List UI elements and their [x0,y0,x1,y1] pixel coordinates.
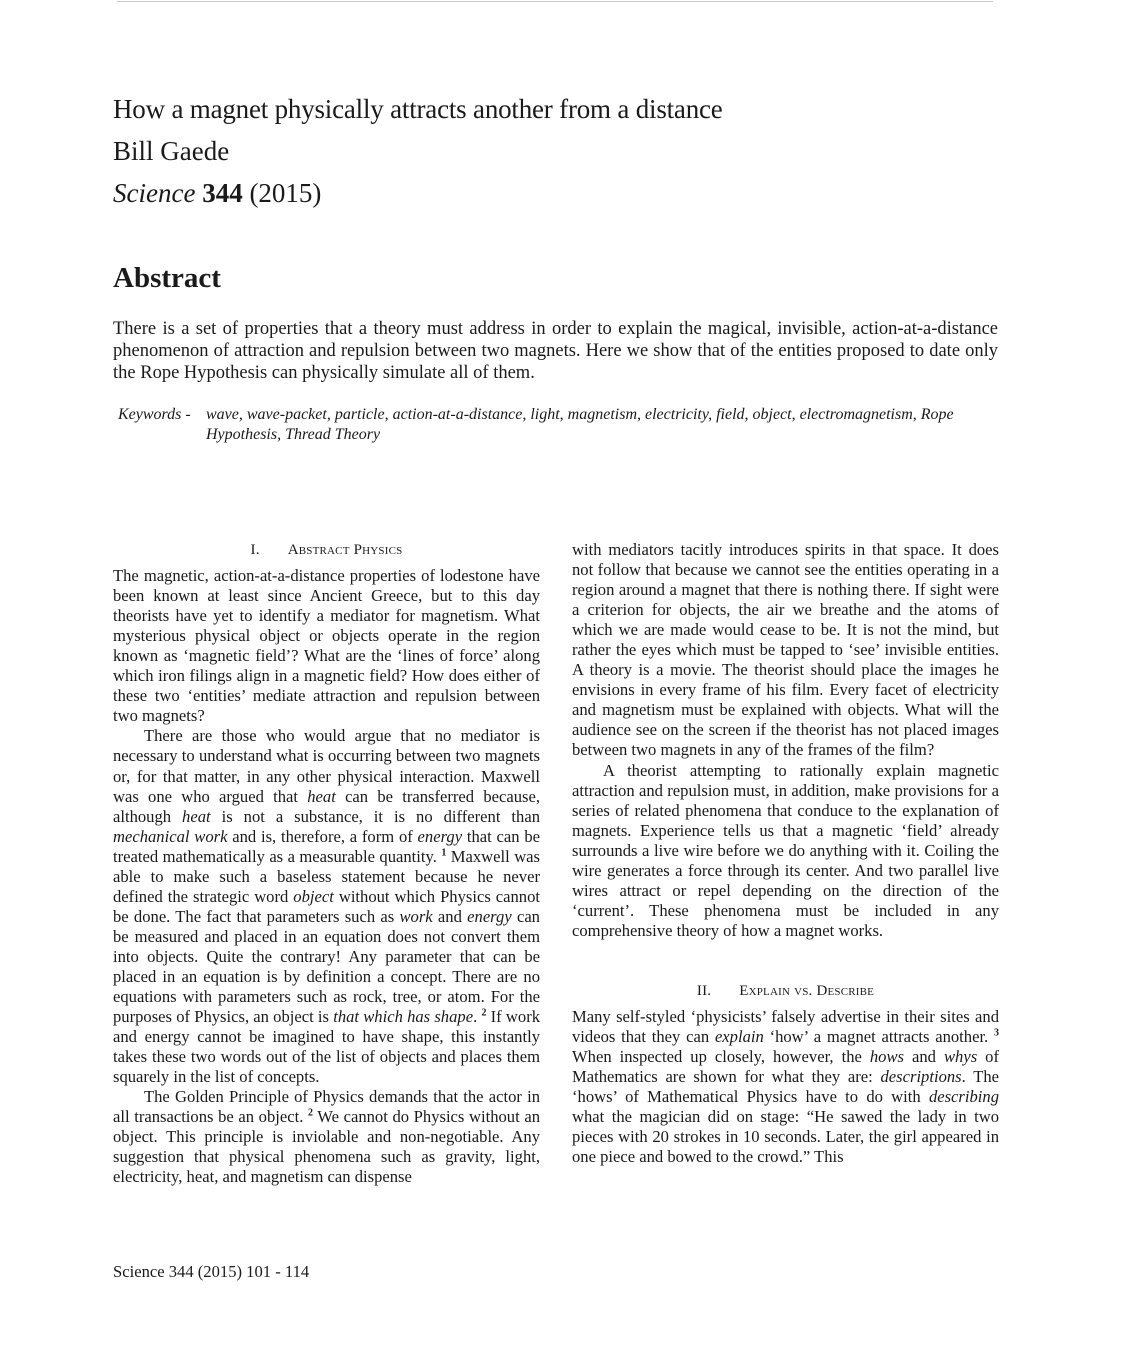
journal-year: (2015) [249,178,322,208]
text: There are those who would argue that no mediator is necessary to understand what is occurring between two magnets or, for that matter, in any other physical interaction. Maxwell was one who argued that [113,726,540,806]
emphasis: heat [307,786,336,806]
journal-volume: 344 [202,178,243,208]
footnote-ref[interactable]: 1 [441,847,447,859]
section-title: Abstract Physics [287,542,403,558]
text: with mediators tacitly introduces spirits in that space. It does not follow that because we cannot see the entities operating in a region around a magnet that there is nothing there. If sight were a criterion for objects, the air we breathe and the atoms of which we are made would cease to be. It is not the mind, but rather the eyes which must be tapped to ‘see’ invisible entities. A theory is a movie. The theorist should place the images he envisions in every frame of his film. Every facet of electricity and magnetism must be explained with objects. What will the audience see on the screen if the theorist has not placed images between two magnets in any of the frames of the film? [572,540,999,760]
journal-name: Science [113,178,196,208]
emphasis: describing [928,1087,999,1107]
paragraph-continuation [572,540,999,761]
text: When inspected up closely, however, the [572,1047,870,1067]
emphasis: work [399,906,433,926]
text: and [904,1047,944,1067]
paragraph: The magnetic, action-at-a-distance properties of lodestone have been known at least since Ancient Greece, but to this day theorists have yet to identify a mediator for magnetism. What mysterious physical object or objects operate in the region known as ‘magnetic field’? What are the ‘lines of force’ along which iron filings align in a magnetic field? How does either of these two ‘entities’ mediate attraction and repulsion between two magnets? [113,566,540,726]
text: and [432,906,468,926]
text: ‘how’ a magnet attracts another. [763,1027,994,1047]
text: of Mathematics are shown for what they are: [572,1047,999,1087]
text: . [473,1007,482,1027]
right-column [572,540,999,1167]
section-heading-1 [113,540,540,560]
journal-citation [113,172,723,214]
text: The Golden Principle of Physics demands that the actor in all transactions be an object. $^2$ We cannot do Physics without an object. This principle is inviolable and non-negotiable. Any suggestion that physical phenomena such as gravity, light, electricity, heat, and magnetism can dispense [113,1087,540,1187]
paragraph [572,1007,999,1167]
emphasis: descriptions [880,1067,962,1087]
text: Maxwell was able to make such a baseless statement because he never defined the strategic word [113,846,540,906]
section-number: I. [250,542,260,558]
paper-title: How a magnet physically attracts another from a distance [113,94,723,124]
section-title: Explain vs. Describe [739,982,875,999]
abstract-heading: Abstract [113,262,221,294]
text: what the magician did on stage: “He sawed the lady in two pieces with 20 strokes in 10 seconds. Later, the girl appeared in one piece and bowed to the crowd.” This [572,1107,999,1167]
keywords-label: Keywords - [118,406,191,423]
footnote-ref[interactable]: 2 [307,1107,313,1119]
emphasis: object [293,886,334,906]
text: is not a substance, it is no different than [210,806,540,826]
text: that can be treated mathematically as a measurable quantity. [113,826,540,866]
text: can be measured and placed in an equation does not convert them into objects. Quite the contrary! Any parameter that can be placed in an equation is by definition a concept. There are no equations with parameters such as rock, tree, or atom. For the purposes of Physics, an object is [113,906,540,1027]
text: If work and energy cannot be imagined to have shape, this instantly takes these two words out of the list of objects and places them squarely in the list of concepts. [113,1007,541,1087]
paper-author: Bill Gaede [113,136,230,166]
emphasis: mechanical work [113,826,228,846]
top-rule [117,1,993,2]
text: without which Physics cannot be done. The fact that parameters such as [113,886,540,926]
paragraph: A theorist attempting to rationally explain magnetic attraction and repulsion must, in addition, make provisions for a series of related phenomena that conduce to the explanation of magnets. Experience tells us that a magnetic ‘field’ already surrounds a live wire before we do anything with it. Coiling the wire generates a force through its center. And two parallel live wires attract or repel depending on the direction of the ‘current’. These phenomena must be included in any comprehensive theory of how a magnet works. [572,760,999,940]
footer-citation: Science 344 (2015) 101 - 114 [113,1262,310,1281]
footnote-ref[interactable]: 3 [993,1027,999,1039]
text: Many self-styled ‘physicists’ falsely advertise in their sites and videos that they can [572,1006,999,1047]
emphasis: heat [182,806,211,826]
title-block [113,88,723,214]
footnote-ref[interactable]: 2 [481,1007,487,1019]
emphasis: that which has shape [333,1007,474,1027]
section-number: II. [696,982,712,999]
text: can be transferred because, although [113,786,540,826]
keywords [118,405,998,445]
abstract-body: There is a set of properties that a theory must address in order to explain the magical, invisible, action-at-a-distance phenomenon of attraction and repulsion between two magnets. Here we show that of the entities proposed to date only the Rope Hypothesis can physically simulate all of them. [113,319,998,383]
paragraph [113,726,540,1087]
keywords-list: wave, wave-packet, particle, action-at-a-distance, light, magnetism, electricity, field, object, electromagnetism, Rope Hypothesis, Thread Theory [206,406,954,443]
section-heading-2 [572,981,999,1001]
emphasis: energy [417,826,463,846]
emphasis: explain [714,1027,764,1047]
emphasis: energy [467,906,512,926]
emphasis: hows [869,1047,904,1067]
emphasis: whys [943,1047,978,1067]
text: and is, therefore, a form of [227,826,418,846]
left-column [113,540,540,1188]
text: . The ‘hows’ of Mathematical Physics have to do with [572,1067,1000,1107]
paragraph-continued [113,1087,540,1187]
